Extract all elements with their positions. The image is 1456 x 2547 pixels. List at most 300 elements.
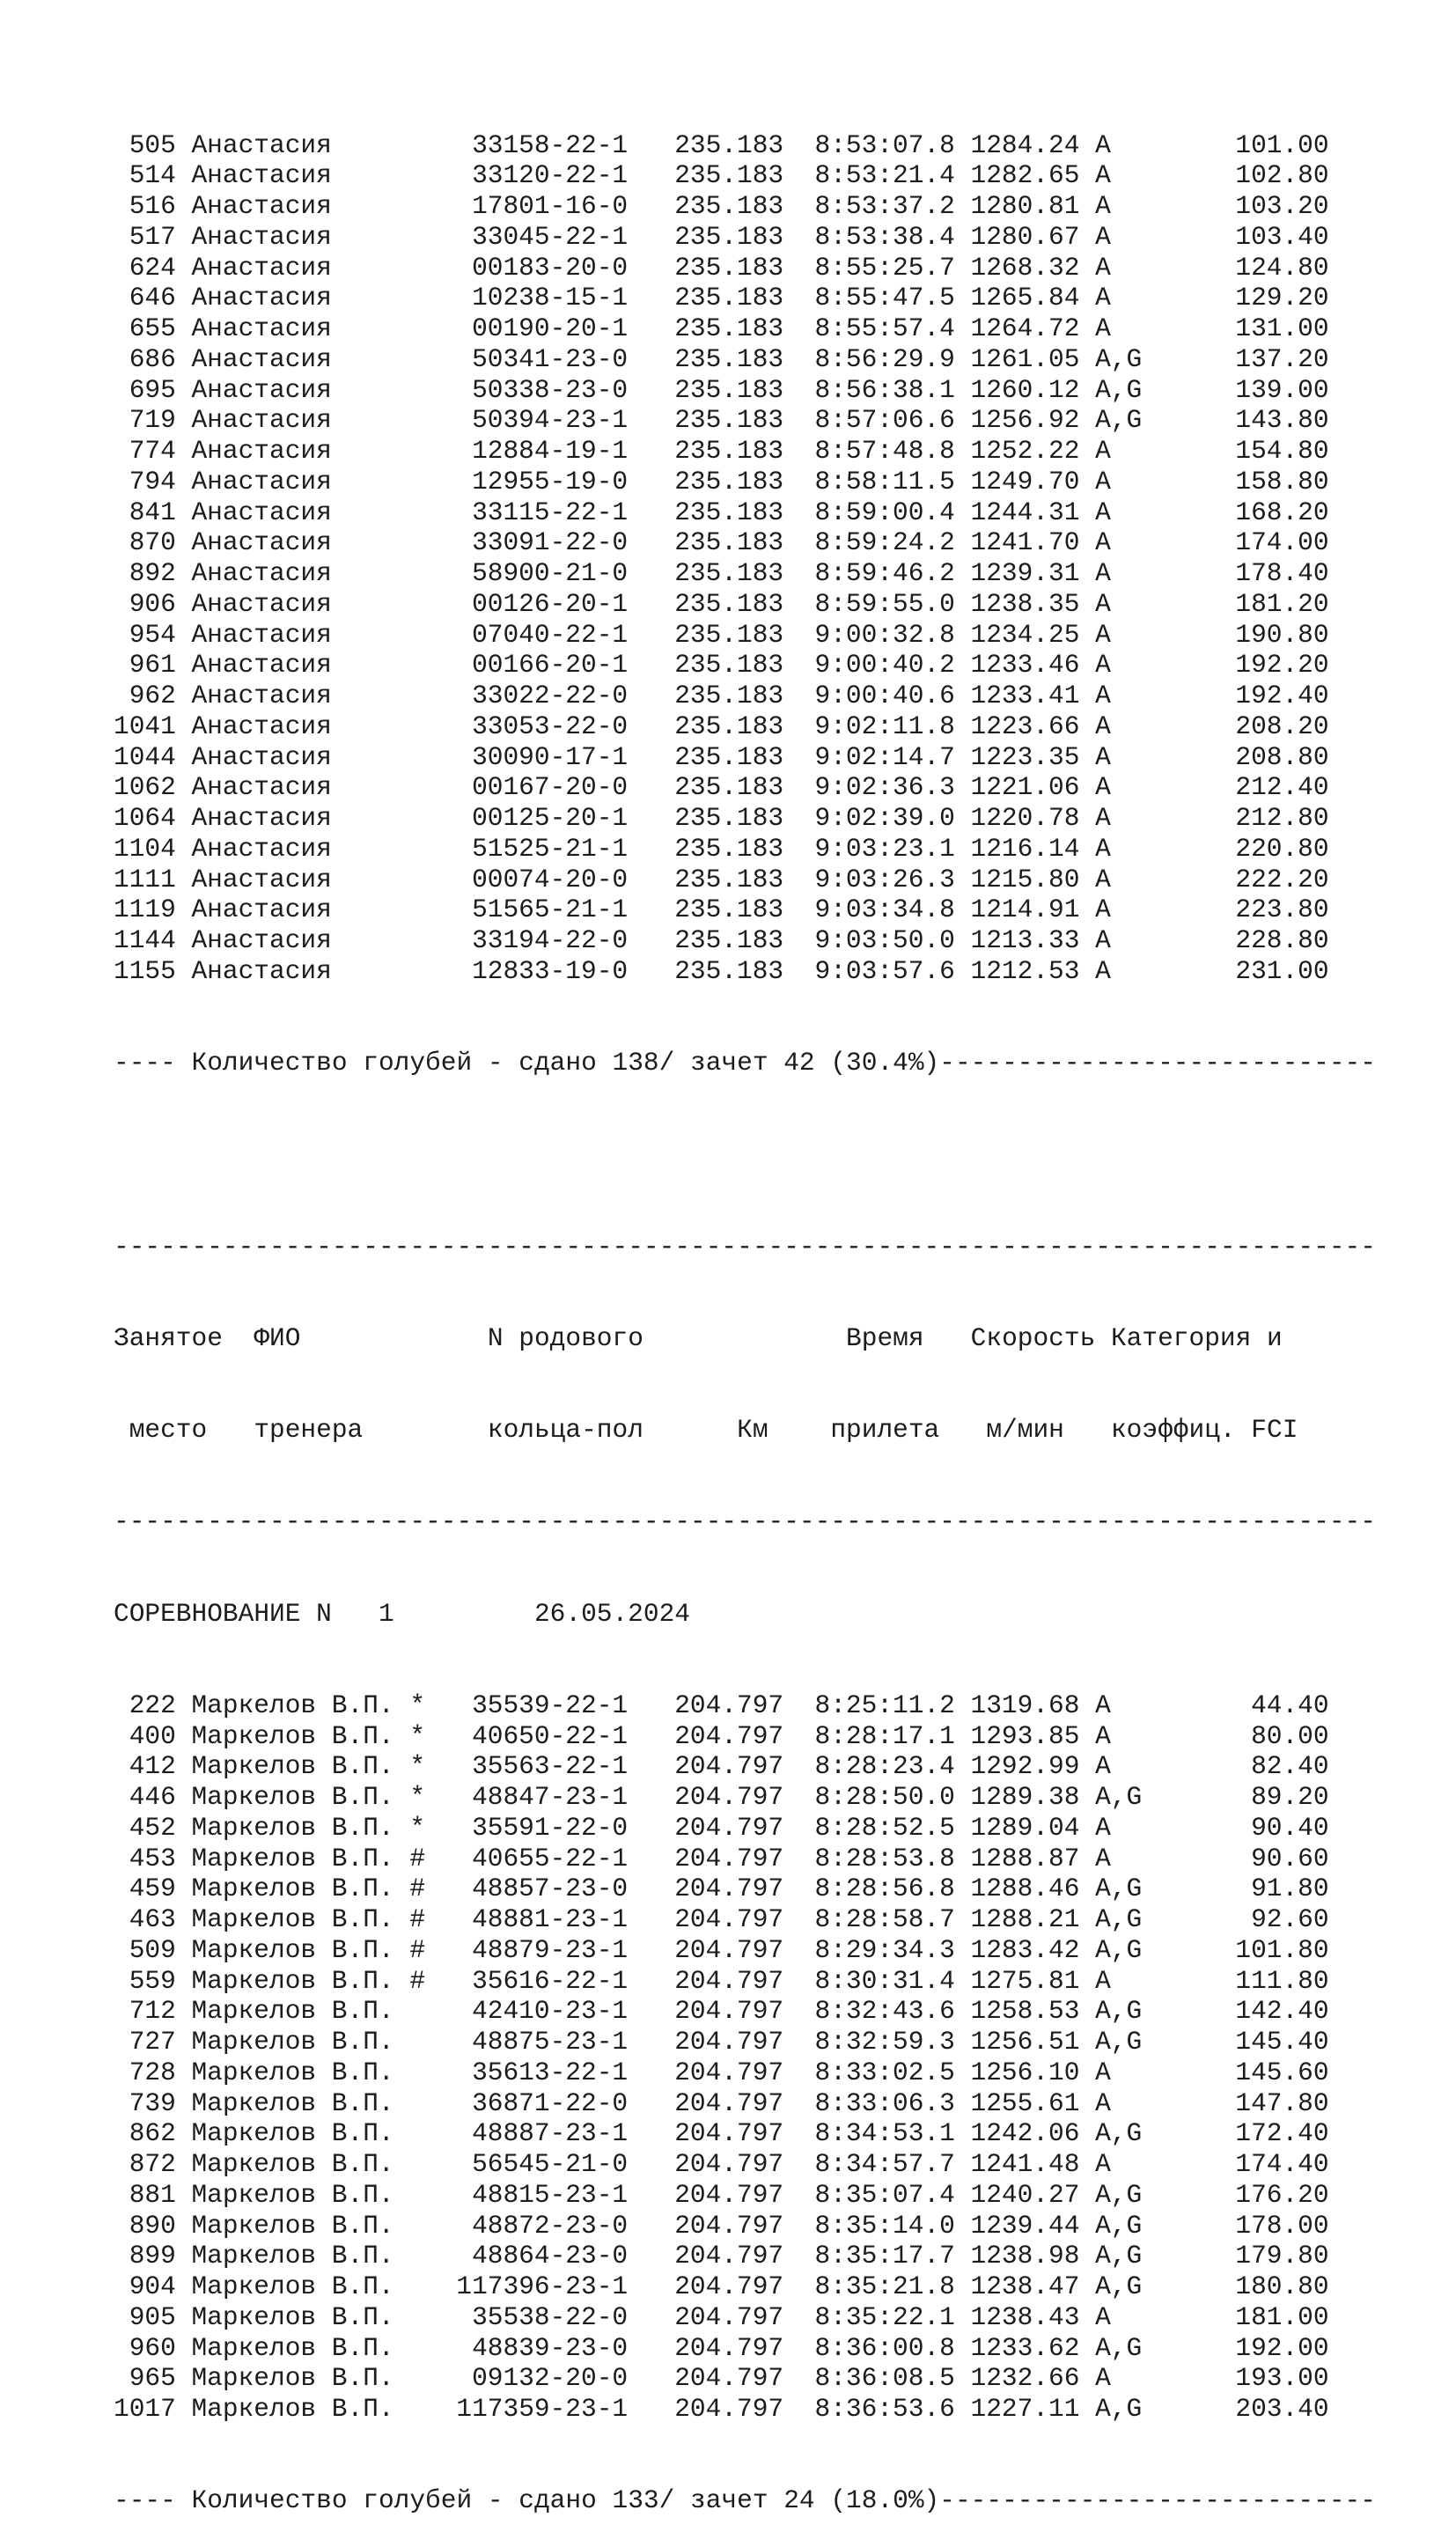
speed-cell: 1280.81	[970, 191, 1080, 221]
place-cell: 1044	[114, 741, 176, 772]
km-cell: 204.797	[674, 2149, 784, 2179]
place-cell: 862	[129, 2118, 176, 2149]
header-separator-top: ---------------------------------------------------------------------------------	[114, 1231, 1376, 1262]
ring-cell: 07040-22-1	[472, 619, 629, 650]
km-cell: 235.183	[674, 527, 784, 558]
coef-cell: 193.00	[1235, 2363, 1329, 2394]
place-cell: 516	[129, 191, 176, 221]
trainer-cell: Маркелов В.П.	[191, 2118, 394, 2149]
category-cell: A,G	[1095, 2241, 1143, 2271]
km-cell: 235.183	[674, 221, 784, 252]
km-cell: 204.797	[674, 1689, 784, 1720]
ring-cell: 00074-20-0	[472, 864, 629, 894]
trainer-cell: Анастасия	[191, 221, 332, 252]
speed-cell: 1239.31	[970, 558, 1080, 588]
category-cell: A	[1095, 221, 1111, 252]
speed-cell: 1289.04	[970, 1812, 1080, 1843]
place-cell: 870	[129, 527, 176, 558]
category-cell: A	[1095, 2057, 1111, 2087]
mark-cell: #	[409, 1965, 426, 1996]
coef-cell: 139.00	[1235, 374, 1329, 405]
time-cell: 9:00:32.8	[814, 619, 955, 650]
km-cell: 204.797	[674, 1843, 784, 1873]
table-row	[114, 160, 1434, 191]
speed-cell: 1239.44	[970, 2210, 1080, 2241]
place-cell: 446	[129, 1782, 176, 1812]
mark-cell: #	[409, 1843, 426, 1873]
speed-cell: 1288.87	[970, 1843, 1080, 1873]
table-row	[114, 558, 1434, 589]
trainer-cell: Маркелов В.П.	[191, 2271, 394, 2301]
trainer-cell: Анастасия	[191, 129, 332, 160]
coef-cell: 192.00	[1235, 2332, 1329, 2363]
speed-cell: 1261.05	[970, 343, 1080, 374]
ring-cell: 48847-23-1	[472, 1782, 629, 1812]
category-cell: A	[1095, 1689, 1111, 1720]
category-cell: A	[1095, 894, 1111, 925]
coef-cell: 137.20	[1235, 343, 1329, 374]
place-cell: 794	[129, 466, 176, 497]
table-row	[114, 1873, 1434, 1904]
km-cell: 235.183	[674, 160, 784, 191]
place-cell: 400	[129, 1720, 176, 1751]
speed-cell: 1288.21	[970, 1904, 1080, 1934]
category-cell: A	[1095, 864, 1111, 894]
km-cell: 235.183	[674, 925, 784, 955]
ring-cell: 117396-23-1	[456, 2271, 629, 2301]
km-cell: 235.183	[674, 497, 784, 527]
table-row	[114, 497, 1434, 528]
header-line-1: Занятое ФИО N родового Время Скорость Категория и	[114, 1322, 1283, 1353]
table-row	[114, 1690, 1434, 1721]
table-row	[114, 2333, 1434, 2364]
table-row	[114, 2118, 1434, 2149]
category-cell: A	[1095, 803, 1111, 833]
speed-cell: 1265.84	[970, 283, 1080, 313]
table-row	[114, 834, 1434, 865]
table-row	[114, 772, 1434, 803]
coef-cell: 89.20	[1251, 1782, 1329, 1812]
place-cell: 1064	[114, 803, 176, 833]
coef-cell: 101.80	[1235, 1934, 1329, 1965]
speed-cell: 1289.38	[970, 1782, 1080, 1812]
category-cell: A	[1095, 1965, 1111, 1996]
speed-cell: 1233.41	[970, 681, 1080, 710]
km-cell: 235.183	[674, 619, 784, 650]
ring-cell: 48887-23-1	[472, 2118, 629, 2149]
time-cell: 8:57:48.8	[814, 436, 955, 466]
place-cell: 1119	[114, 894, 176, 925]
km-cell: 235.183	[674, 374, 784, 405]
place-cell: 872	[129, 2149, 176, 2179]
trainer-cell: Маркелов В.П.	[191, 1996, 394, 2027]
time-cell: 8:59:55.0	[814, 588, 955, 619]
trainer-cell: Маркелов В.П.	[191, 1782, 394, 1812]
trainer-cell: Маркелов В.П.	[191, 1812, 394, 1843]
trainer-cell: Анастасия	[191, 436, 332, 466]
speed-cell: 1227.11	[970, 2394, 1080, 2424]
time-cell: 8:28:52.5	[814, 1812, 955, 1843]
speed-cell: 1280.67	[970, 221, 1080, 252]
ring-cell: 50394-23-1	[472, 405, 629, 436]
time-cell: 8:28:23.4	[814, 1751, 955, 1782]
trainer-cell: Маркелов В.П.	[191, 2027, 394, 2057]
ring-cell: 48839-23-0	[472, 2332, 629, 2363]
time-cell: 8:53:38.4	[814, 221, 955, 252]
table-row	[114, 2057, 1434, 2088]
trainer-cell: Анастасия	[191, 313, 332, 343]
km-cell: 204.797	[674, 2027, 784, 2057]
coef-cell: 124.80	[1235, 252, 1329, 283]
table-row	[114, 2394, 1434, 2425]
trainer-cell: Маркелов В.П.	[191, 2087, 394, 2118]
speed-cell: 1220.78	[970, 803, 1080, 833]
place-cell: 727	[129, 2027, 176, 2057]
time-cell: 8:35:22.1	[814, 2301, 955, 2332]
ring-cell: 35616-22-1	[472, 1965, 629, 1996]
speed-cell: 1233.62	[970, 2332, 1080, 2363]
blank-line	[114, 1139, 1434, 1170]
ring-cell: 117359-23-1	[456, 2394, 629, 2424]
category-cell: A,G	[1095, 343, 1143, 374]
trainer-cell: Анастасия	[191, 343, 332, 374]
coef-cell: 179.80	[1235, 2241, 1329, 2271]
ring-cell: 48864-23-0	[472, 2241, 629, 2271]
km-cell: 235.183	[674, 343, 784, 374]
category-cell: A	[1095, 588, 1111, 619]
category-cell: A,G	[1095, 2332, 1143, 2363]
coef-cell: 101.00	[1235, 129, 1329, 160]
coef-cell: 192.40	[1235, 681, 1329, 710]
coef-cell: 103.40	[1235, 221, 1329, 252]
results-section-1	[114, 130, 1434, 987]
ring-cell: 33115-22-1	[472, 497, 629, 527]
ring-cell: 35538-22-0	[472, 2301, 629, 2332]
km-cell: 204.797	[674, 2241, 784, 2271]
category-cell: A	[1095, 741, 1111, 772]
table-row	[114, 222, 1434, 253]
ring-cell: 33022-22-0	[472, 681, 629, 710]
category-cell: A	[1095, 650, 1111, 681]
time-cell: 9:03:26.3	[814, 864, 955, 894]
ring-cell: 35613-22-1	[472, 2057, 629, 2087]
table-row	[114, 2241, 1434, 2271]
category-cell: A,G	[1095, 1782, 1143, 1812]
coef-cell: 143.80	[1235, 405, 1329, 436]
category-cell: A,G	[1095, 2271, 1143, 2301]
km-cell: 204.797	[674, 1782, 784, 1812]
km-cell: 235.183	[674, 558, 784, 588]
table-row	[114, 589, 1434, 620]
trainer-cell: Анастасия	[191, 374, 332, 405]
coef-cell: 220.80	[1235, 833, 1329, 864]
mark-cell: *	[409, 1720, 426, 1751]
ring-cell: 40655-22-1	[472, 1843, 629, 1873]
category-cell: A	[1095, 283, 1111, 313]
coef-cell: 103.20	[1235, 191, 1329, 221]
time-cell: 8:35:07.4	[814, 2179, 955, 2210]
km-cell: 204.797	[674, 1996, 784, 2027]
speed-cell: 1234.25	[970, 619, 1080, 650]
time-cell: 9:02:36.3	[814, 772, 955, 803]
trainer-cell: Анастасия	[191, 619, 332, 650]
time-cell: 8:53:21.4	[814, 160, 955, 191]
mark-cell: *	[409, 1689, 426, 1720]
place-cell: 841	[129, 497, 176, 527]
time-cell: 8:35:14.0	[814, 2210, 955, 2241]
trainer-cell: Анастасия	[191, 925, 332, 955]
category-cell: A,G	[1095, 405, 1143, 436]
table-row	[114, 405, 1434, 436]
category-cell: A	[1095, 1843, 1111, 1873]
place-cell: 624	[129, 252, 176, 283]
table-row	[114, 344, 1434, 375]
trainer-cell: Маркелов В.П.	[191, 1934, 394, 1965]
trainer-cell: Маркелов В.П.	[191, 2332, 394, 2363]
trainer-cell: Анастасия	[191, 803, 332, 833]
time-cell: 8:59:46.2	[814, 558, 955, 588]
time-cell: 8:36:53.6	[814, 2394, 955, 2424]
km-cell: 204.797	[674, 2118, 784, 2149]
ring-cell: 48881-23-1	[472, 1904, 629, 1934]
coef-cell: 90.60	[1251, 1843, 1329, 1873]
trainer-cell: Маркелов В.П.	[191, 1720, 394, 1751]
ring-cell: 00167-20-0	[472, 772, 629, 803]
results-section-2	[114, 1690, 1434, 2425]
coef-cell: 174.40	[1235, 2149, 1329, 2179]
category-cell: A	[1095, 1720, 1111, 1751]
speed-cell: 1215.80	[970, 864, 1080, 894]
trainer-cell: Анастасия	[191, 772, 332, 803]
category-cell: A,G	[1095, 2210, 1143, 2241]
time-cell: 8:29:34.3	[814, 1934, 955, 1965]
category-cell: A	[1095, 1751, 1111, 1782]
time-cell: 8:28:50.0	[814, 1782, 955, 1812]
km-cell: 204.797	[674, 1934, 784, 1965]
coef-cell: 228.80	[1235, 925, 1329, 955]
ring-cell: 51565-21-1	[472, 894, 629, 925]
coef-cell: 231.00	[1235, 955, 1329, 986]
coef-cell: 222.20	[1235, 864, 1329, 894]
competition-label: СОРЕВНОВАНИЕ N 1	[114, 1598, 394, 1629]
place-cell: 961	[129, 650, 176, 681]
speed-cell: 1221.06	[970, 772, 1080, 803]
category-cell: A	[1095, 191, 1111, 221]
km-cell: 235.183	[674, 741, 784, 772]
time-cell: 9:00:40.6	[814, 681, 955, 710]
place-cell: 962	[129, 681, 176, 710]
time-cell: 8:25:11.2	[814, 1689, 955, 1720]
speed-cell: 1223.35	[970, 741, 1080, 772]
coef-cell: 208.20	[1235, 710, 1329, 741]
speed-cell: 1260.12	[970, 374, 1080, 405]
trainer-cell: Анастасия	[191, 160, 332, 191]
table-row	[114, 2149, 1434, 2180]
category-cell: A	[1095, 129, 1111, 160]
trainer-cell: Маркелов В.П.	[191, 2179, 394, 2210]
time-cell: 9:03:23.1	[814, 833, 955, 864]
km-cell: 235.183	[674, 803, 784, 833]
place-cell: 222	[129, 1689, 176, 1720]
category-cell: A,G	[1095, 1873, 1143, 1904]
table-row	[114, 925, 1434, 956]
coef-cell: 44.40	[1251, 1689, 1329, 1720]
speed-cell: 1241.70	[970, 527, 1080, 558]
trainer-cell: Анастасия	[191, 558, 332, 588]
km-cell: 235.183	[674, 436, 784, 466]
trainer-cell: Анастасия	[191, 191, 332, 221]
time-cell: 8:28:17.1	[814, 1720, 955, 1751]
trainer-cell: Анастасия	[191, 252, 332, 283]
speed-cell: 1249.70	[970, 466, 1080, 497]
trainer-cell: Анастасия	[191, 650, 332, 681]
table-row	[114, 2302, 1434, 2333]
place-cell: 904	[129, 2271, 176, 2301]
km-cell: 235.183	[674, 710, 784, 741]
place-cell: 686	[129, 343, 176, 374]
table-row	[114, 650, 1434, 681]
category-cell: A	[1095, 1812, 1111, 1843]
speed-cell: 1258.53	[970, 1996, 1080, 2027]
place-cell: 1144	[114, 925, 176, 955]
time-cell: 8:56:38.1	[814, 374, 955, 405]
coef-cell: 111.80	[1235, 1965, 1329, 1996]
time-cell: 8:28:56.8	[814, 1873, 955, 1904]
km-cell: 204.797	[674, 1751, 784, 1782]
time-cell: 8:53:07.8	[814, 129, 955, 160]
time-cell: 8:30:31.4	[814, 1965, 955, 1996]
coef-cell: 172.40	[1235, 2118, 1329, 2149]
place-cell: 459	[129, 1873, 176, 1904]
mark-cell: *	[409, 1782, 426, 1812]
km-cell: 204.797	[674, 2087, 784, 2118]
coef-cell: 142.40	[1235, 1996, 1329, 2027]
coef-cell: 190.80	[1235, 619, 1329, 650]
speed-cell: 1216.14	[970, 833, 1080, 864]
time-cell: 8:35:21.8	[814, 2271, 955, 2301]
coef-cell: 102.80	[1235, 160, 1329, 191]
km-cell: 204.797	[674, 2301, 784, 2332]
place-cell: 559	[129, 1965, 176, 1996]
speed-cell: 1214.91	[970, 894, 1080, 925]
coef-cell: 223.80	[1235, 894, 1329, 925]
km-cell: 204.797	[674, 2332, 784, 2363]
place-cell: 514	[129, 160, 176, 191]
table-row	[114, 191, 1434, 222]
place-cell: 960	[129, 2332, 176, 2363]
place-cell: 881	[129, 2179, 176, 2210]
category-cell: A	[1095, 2087, 1111, 2118]
category-cell: A,G	[1095, 2179, 1143, 2210]
speed-cell: 1256.51	[970, 2027, 1080, 2057]
table-row	[114, 283, 1434, 313]
speed-cell: 1238.98	[970, 2241, 1080, 2271]
trainer-cell: Маркелов В.П.	[191, 2210, 394, 2241]
category-cell: A	[1095, 2149, 1111, 2179]
ring-cell: 33158-22-1	[472, 129, 629, 160]
speed-cell: 1238.43	[970, 2301, 1080, 2332]
ring-cell: 51525-21-1	[472, 833, 629, 864]
table-row	[114, 130, 1434, 161]
category-cell: A	[1095, 833, 1111, 864]
time-cell: 8:57:06.6	[814, 405, 955, 436]
place-cell: 463	[129, 1904, 176, 1934]
category-cell: A	[1095, 497, 1111, 527]
time-cell: 8:34:53.1	[814, 2118, 955, 2149]
ring-cell: 30090-17-1	[472, 741, 629, 772]
place-cell: 412	[129, 1751, 176, 1782]
ring-cell: 40650-22-1	[472, 1720, 629, 1751]
time-cell: 9:02:14.7	[814, 741, 955, 772]
trainer-cell: Маркелов В.П.	[191, 1843, 394, 1873]
trainer-cell: Маркелов В.П.	[191, 2241, 394, 2271]
km-cell: 235.183	[674, 681, 784, 710]
coef-cell: 147.80	[1235, 2087, 1329, 2118]
km-cell: 204.797	[674, 1965, 784, 1996]
trainer-cell: Маркелов В.П.	[191, 2301, 394, 2332]
table-row	[114, 865, 1434, 895]
coef-cell: 181.20	[1235, 588, 1329, 619]
time-cell: 8:34:57.7	[814, 2149, 955, 2179]
coef-cell: 212.80	[1235, 803, 1329, 833]
category-cell: A	[1095, 2301, 1111, 2332]
category-cell: A	[1095, 436, 1111, 466]
coef-cell: 212.40	[1235, 772, 1329, 803]
time-cell: 8:55:57.4	[814, 313, 955, 343]
trainer-cell: Анастасия	[191, 588, 332, 619]
place-cell: 695	[129, 374, 176, 405]
coef-cell: 178.40	[1235, 558, 1329, 588]
table-row	[114, 1813, 1434, 1844]
km-cell: 204.797	[674, 2179, 784, 2210]
ring-cell: 33120-22-1	[472, 160, 629, 191]
coef-cell: 174.00	[1235, 527, 1329, 558]
trainer-cell: Анастасия	[191, 527, 332, 558]
time-cell: 8:33:06.3	[814, 2087, 955, 2118]
coef-cell: 154.80	[1235, 436, 1329, 466]
table-row	[114, 1996, 1434, 2027]
table-row	[114, 742, 1434, 773]
place-cell: 646	[129, 283, 176, 313]
trainer-cell: Анастасия	[191, 466, 332, 497]
table-row	[114, 1844, 1434, 1874]
time-cell: 9:03:34.8	[814, 894, 955, 925]
category-cell: A,G	[1095, 2394, 1143, 2424]
trainer-cell: Маркелов В.П.	[191, 1689, 394, 1720]
ring-cell: 17801-16-0	[472, 191, 629, 221]
speed-cell: 1223.66	[970, 710, 1080, 741]
time-cell: 9:02:39.0	[814, 803, 955, 833]
trainer-cell: Маркелов В.П.	[191, 2394, 394, 2424]
speed-cell: 1292.99	[970, 1751, 1080, 1782]
table-row	[114, 681, 1434, 711]
category-cell: A,G	[1095, 1904, 1143, 1934]
time-cell: 9:03:50.0	[814, 925, 955, 955]
km-cell: 235.183	[674, 405, 784, 436]
ring-cell: 00183-20-0	[472, 252, 629, 283]
table-row	[114, 2088, 1434, 2119]
speed-cell: 1256.10	[970, 2057, 1080, 2087]
competition-date: 26.05.2024	[533, 1598, 690, 1629]
ring-cell: 00190-20-1	[472, 313, 629, 343]
trainer-cell: Анастасия	[191, 955, 332, 986]
ring-cell: 00126-20-1	[472, 588, 629, 619]
time-cell: 8:56:29.9	[814, 343, 955, 374]
ring-cell: 35591-22-0	[472, 1812, 629, 1843]
ring-cell: 33194-22-0	[472, 925, 629, 955]
table-row	[114, 894, 1434, 925]
ring-cell: 58900-21-0	[472, 558, 629, 588]
